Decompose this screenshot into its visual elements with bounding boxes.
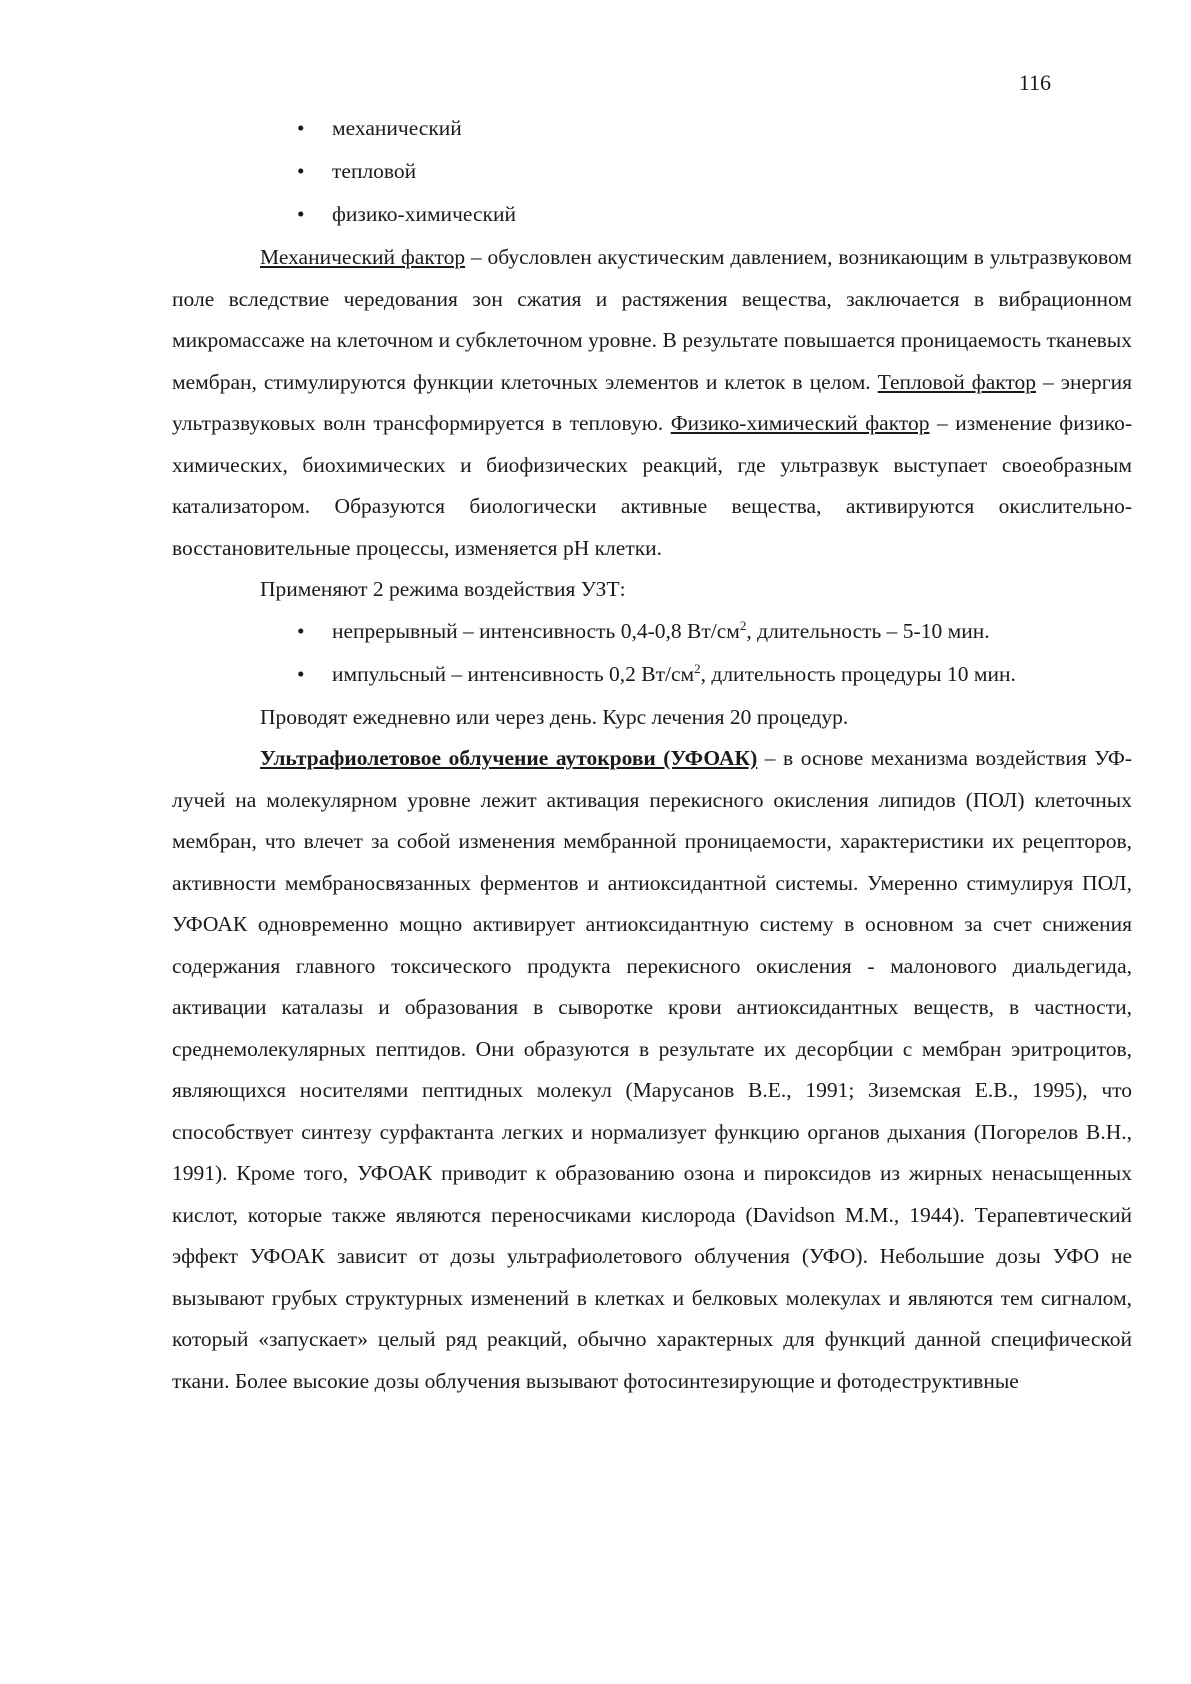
text-thermal: – энергия ультразвуковых волн трансформируется в тепловую. <box>172 369 1132 435</box>
list-item-text: физико-химический <box>332 202 516 226</box>
modes-list <box>172 611 1132 697</box>
bullet-icon: • <box>297 618 305 643</box>
list-item <box>172 108 1132 151</box>
list-item <box>172 611 1132 654</box>
list-item <box>172 194 1132 237</box>
factors-paragraph <box>172 237 1132 569</box>
term-ufoak: Ультрафиолетовое облучение аутокрови (УФОАК) <box>260 746 758 770</box>
modes-intro: Применяют 2 режима воздействия УЗТ: <box>260 577 626 601</box>
term-thermal: Тепловой фактор <box>877 369 1037 394</box>
bullet-icon: • <box>297 159 305 183</box>
mode-text: импульсный – интенсивность 0,2 Вт/см <box>332 661 695 686</box>
ufoak-paragraph <box>172 738 1132 1402</box>
mode-text-end: , длительность процедуры 10 мин. <box>700 661 1016 686</box>
superscript: 2 <box>694 660 701 676</box>
list-item-text: механический <box>332 116 462 140</box>
bullet-icon: • <box>297 661 305 686</box>
bullet-icon: • <box>297 116 305 140</box>
mode-text-end: , длительность – 5-10 мин. <box>746 618 990 643</box>
text-ufoak: – в основе механизма воздействия УФ-лучей на молекулярном уровне лежит активация перекисного окисления липидов (ПОЛ) клеточных мембран, что влечет за собой изменения мембранной проницаемости, характеристики их рецепторов, активности мембраносвязанных ферментов и антиоксидантной системы. Умеренно стимулируя ПОЛ, УФОАК одновременно мощно активирует антиоксидантную систему в основном за счет снижения содержания главного токсического продукта перекисного окисления - малонового диальдегида, активации каталазы и образования в сыворотке крови антиоксидантных веществ, в частности, среднемолекулярных пептидов. Они образуются в результате их десорбции с мембран эритроцитов, являющихся носителями пептидных молекул (Марусанов В.Е., 1991; Зиземская Е.В., 1995), что способствует синтезу сурфактанта легких и нормализует функцию органов дыхания (Погорелов В.Н., 1991). Кроме того, УФОАК приводит к образованию озона и пироксидов из жирных ненасыщенных кислот, которые также являются переносчиками кислорода (Davidson M.M., 1944). Терапевтический эффект УФОАК зависит от дозы ультрафиолетового облучения (УФО). Небольшие дозы УФО не вызывают грубых структурных изменений в клетках и белковых молекулах и являются тем сигналом, который «запускает» целый ряд реакций, обычно характерных для функций данной специфической ткани. Более высокие дозы облучения вызывают фотосинтезирующие и фотодеструктивные <box>172 746 1132 1393</box>
term-physicochemical: Физико-химический фактор <box>670 411 930 435</box>
factor-list <box>172 108 1132 237</box>
superscript: 2 <box>739 617 747 633</box>
course-line: Проводят ежедневно или через день. Курс лечения 20 процедур. <box>260 704 849 729</box>
mode-text: непрерывный – интенсивность 0,4-0,8 Вт/см <box>332 618 740 643</box>
bullet-icon: • <box>297 202 305 226</box>
term-mechanical: Механический фактор <box>260 245 466 269</box>
text-physicochemical: – изменение физико-химических, биохимических и биофизических реакций, где ультразвук выступает своеобразным катализатором. Образуются биологически активные вещества, активируются окислительно-восстановительные процессы, изменяется pH клетки. <box>172 411 1132 560</box>
text-mechanical: – обусловлен акустическим давлением, возникающим в ультразвуковом поле вследствие чередования зон сжатия и растяжения вещества, заключается в вибрационном микромассаже на клеточном и субклеточном уровне. В результате повышается проницаемость тканевых мембран, стимулируются функции клеточных элементов и клеток в целом. <box>172 245 1132 394</box>
page-number: 116 <box>1018 70 1051 95</box>
list-item <box>172 151 1132 194</box>
list-item <box>172 654 1132 697</box>
page-content <box>172 108 1132 1402</box>
list-item-text: тепловой <box>332 159 417 183</box>
